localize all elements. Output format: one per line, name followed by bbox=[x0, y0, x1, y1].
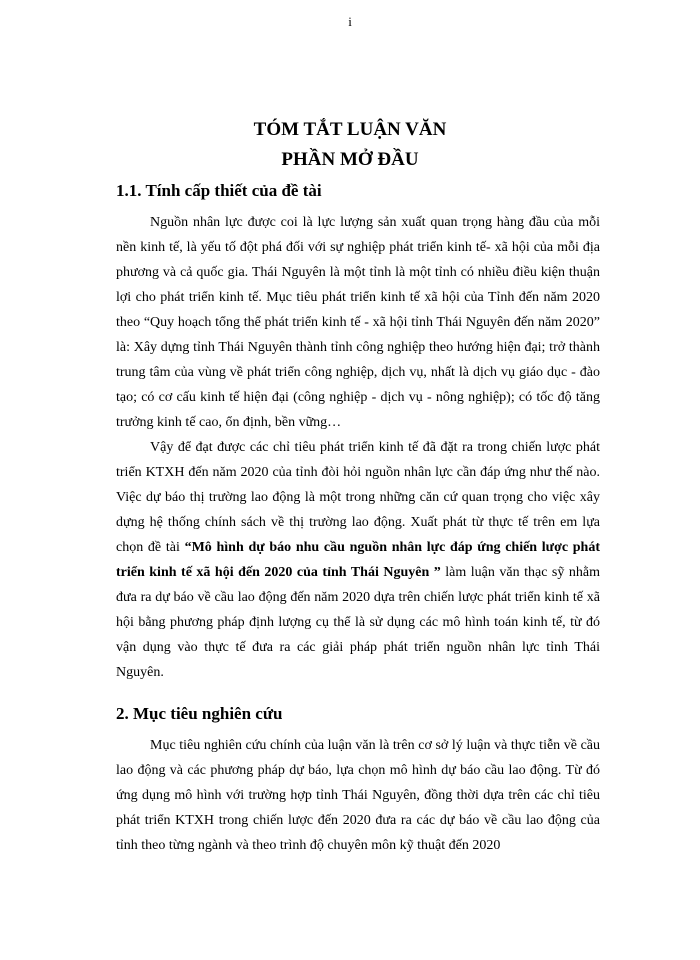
paragraph-objectives-1: Mục tiêu nghiên cứu chính của luận văn là trên cơ sở lý luận và thực tiễn về cầu lao động và các phương pháp dự báo, lựa chọn mô hình dự báo cầu lao động. Từ đó ứng dụng mô hình với trường hợp tỉnh Thái Nguyên, đồng thời dựa trên các chỉ tiêu phát triển KTXH trong chiến lược đến 2020 đưa ra các dự báo về cầu lao động của tỉnh theo từng ngành và theo trình độ chuyên môn kỹ thuật đến 2020 bbox=[116, 738, 600, 853]
thesis-topic-title: “Mô hình dự báo nhu cầu nguồn nhân lực đáp ứng chiến lược phát triển kinh tế xã hội đến 2020 của tỉnh Thái Nguyên ” bbox=[116, 540, 600, 580]
paragraph-text: làm luận văn thạc sỹ nhằm đưa ra dự báo về cầu lao động đến năm 2020 dựa trên chiến lược phát triển kinh tế xã hội bằng phương pháp định lượng cụ thể là sử dụng các mô hình toán kinh tế, từ đó vận dụng vào thực tế đưa ra các giải pháp phát triển nguồn nhân lực tỉnh Thái Nguyên. bbox=[116, 565, 600, 680]
paragraph-urgency-2 bbox=[116, 435, 600, 685]
paragraph-urgency-1: Nguồn nhân lực được coi là lực lượng sản xuất quan trọng hàng đầu của mỗi nền kinh tế, là yếu tố đột phá đối với sự nghiệp phát triển kinh tế- xã hội của mỗi địa phương và cả quốc gia. Thái Nguyên là một tỉnh là một tỉnh có nhiều điều kiện thuận lợi cho phát triển kinh tế. Mục tiêu phát triển kinh tế xã hội của Tỉnh đến năm 2020 theo “Quy hoạch tổng thể phát triển kinh tế - xã hội tỉnh Thái Nguyên đến năm 2020” là: Xây dựng tỉnh Thái Nguyên thành tỉnh công nghiệp theo hướng hiện đại; trở thành trung tâm của vùng về phát triển công nghiệp, dịch vụ, nhất là dịch vụ giáo dục - đào tạo; có cơ cấu kinh tế hiện đại (công nghiệp - dịch vụ - nông nghiệp); có tốc độ tăng trưởng kinh tế cao, ổn định, bền vững… bbox=[116, 215, 600, 430]
document-title: TÓM TẮT LUẬN VĂN bbox=[253, 119, 447, 140]
section-heading-objectives: 2. Mục tiêu nghiên cứu bbox=[116, 704, 283, 723]
section-heading-urgency: 1.1. Tính cấp thiết của đề tài bbox=[116, 181, 322, 200]
part-title: PHẦN MỞ ĐẦU bbox=[281, 149, 419, 170]
document-body bbox=[116, 178, 600, 858]
page-number: i bbox=[348, 14, 352, 29]
title-block bbox=[0, 116, 700, 174]
paragraph-text: Vậy để đạt được các chỉ tiêu phát triển kinh tế đã đặt ra trong chiến lược phát triển KTXH đến năm 2020 của tỉnh đòi hỏi nguồn nhân lực cần đáp ứng như thế nào. Việc dự báo thị trường lao động là một trong những căn cứ quan trọng cho việc xây dựng hệ thống chính sách về thị trường lao động. Xuất phát từ thực tế trên em lựa chọn đề tài bbox=[116, 440, 600, 555]
